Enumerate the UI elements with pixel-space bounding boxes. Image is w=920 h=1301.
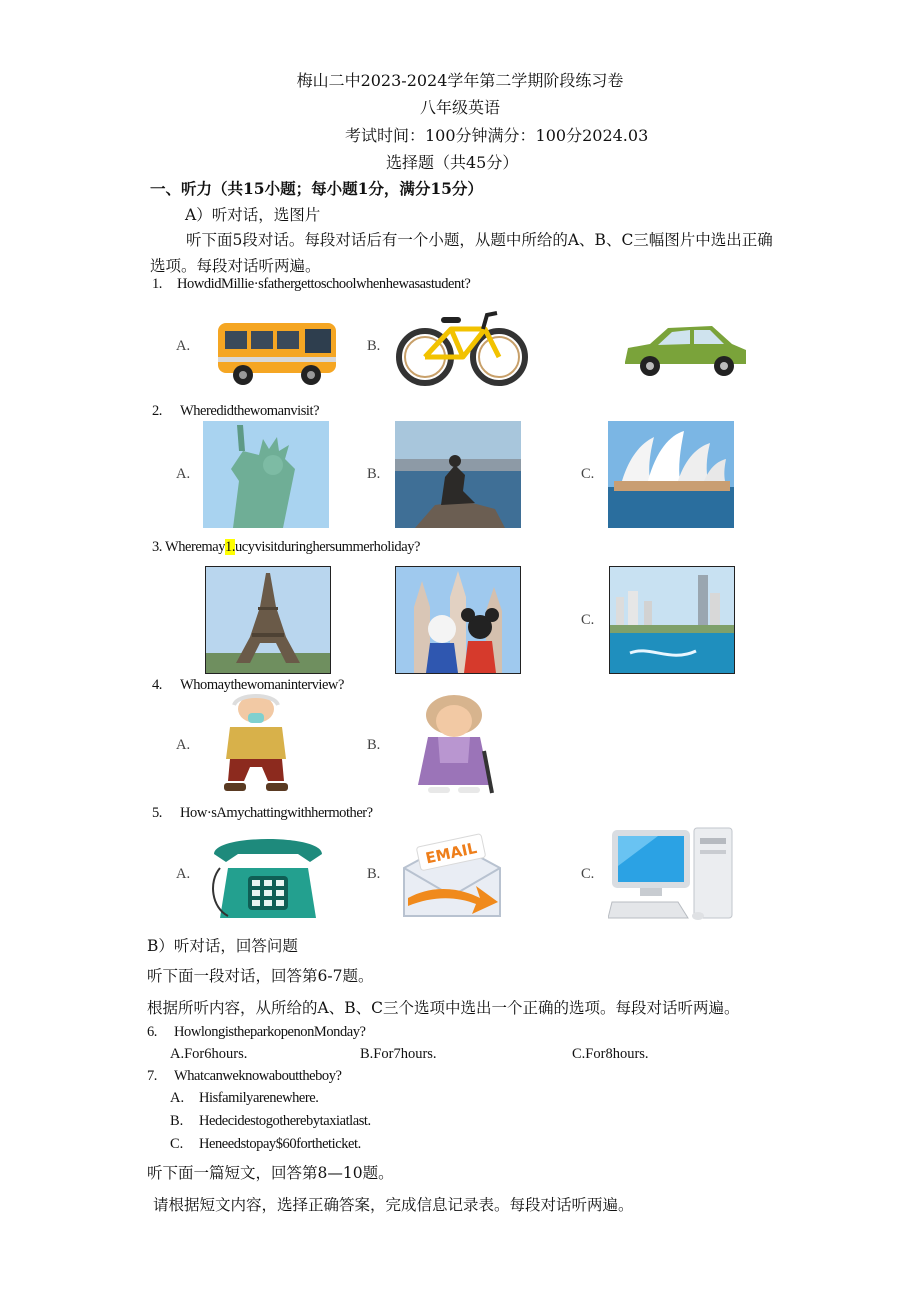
section-b-title: B）听对话，回答问题 xyxy=(147,937,298,955)
disneyland-icon xyxy=(395,566,521,674)
question-number: 4. xyxy=(152,677,162,693)
old-woman-icon xyxy=(398,693,516,797)
question-number: 5. xyxy=(152,805,162,821)
eiffel-tower-icon xyxy=(205,566,331,674)
exam-info: 考试时间：100分钟满分：100分2024.03 xyxy=(345,126,649,145)
question-number: 3. xyxy=(152,539,162,555)
option-letter: C. xyxy=(581,866,595,882)
option-letter: A. xyxy=(176,466,191,482)
grade-subject: 八年级英语 xyxy=(419,98,500,117)
svg-text:EMAIL: EMAIL xyxy=(423,838,479,868)
instructions-line-2: 选项。每段对话听两遍。 xyxy=(150,257,321,275)
option-letter: A. xyxy=(176,866,191,882)
option-letter: B. xyxy=(367,466,381,482)
option-letter: A. xyxy=(176,737,191,753)
coastal-city-icon xyxy=(609,566,735,674)
answer-option: B.For7hours. xyxy=(360,1046,437,1062)
option-letter: C. xyxy=(581,612,595,628)
section-a-title: A）听对话，选图片 xyxy=(185,206,321,224)
answer-option: Hedecidestogotherebytaxiatlast. xyxy=(199,1113,371,1129)
option-letter: B. xyxy=(367,737,381,753)
highlight-mark: 1. xyxy=(225,539,235,555)
exam-title: 梅山二中2023-2024学年第二学期阶段练习卷 xyxy=(296,71,624,90)
option-letter: B. xyxy=(367,866,381,882)
section-b-line-4: 请根据短文内容，选择正确答案，完成信息记录表。每段对话听两遍。 xyxy=(153,1196,634,1214)
question-text: Wheredidthewomanvisit? xyxy=(180,403,320,419)
question-text: HowlongistheparkopenonMonday? xyxy=(174,1024,366,1040)
question-text: Wheremay1.ucyvisitduringhersummerholiday? xyxy=(165,539,420,555)
bicycle-icon xyxy=(393,305,531,387)
option-letter: C. xyxy=(581,466,595,482)
telephone-icon xyxy=(206,828,330,922)
section-listening-title: 一、听力（共15小题；每小题1分，满分15分） xyxy=(150,179,483,198)
answer-option: Heneedstopay$60fortheticket. xyxy=(199,1136,361,1152)
question-text: How·sAmychattingwithhermother? xyxy=(180,805,373,821)
sydney-opera-house-icon xyxy=(608,421,734,528)
option-letter: B. xyxy=(367,338,381,354)
answer-option-letter: B. xyxy=(170,1113,184,1129)
answer-option-letter: C. xyxy=(170,1136,184,1152)
part-title: 选择题（共45分） xyxy=(386,153,519,172)
question-text: Whatcanweknowabouttheboy? xyxy=(174,1068,342,1084)
instructions-line-1: 听下面5段对话。每段对话后有一个小题，从题中所给的A、B、C三幅图片中选出正确 xyxy=(186,231,773,249)
car-icon xyxy=(620,320,750,380)
question-number: 2. xyxy=(152,403,162,419)
section-b-line-3: 听下面一篇短文，回答第8—10题。 xyxy=(147,1164,394,1182)
option-letter: A. xyxy=(176,338,191,354)
question-number: 7. xyxy=(147,1068,157,1084)
bus-icon xyxy=(213,313,343,389)
question-number: 6. xyxy=(147,1024,157,1040)
answer-option: C.For8hours. xyxy=(572,1046,649,1062)
computer-icon xyxy=(608,826,734,924)
answer-option: Hisfamilyarenewhere. xyxy=(199,1090,319,1106)
little-mermaid-icon xyxy=(395,421,521,528)
question-text: Whomaythewomaninterview? xyxy=(180,677,344,693)
question-number: 1. xyxy=(152,276,162,292)
old-man-icon xyxy=(210,693,302,797)
email-icon xyxy=(398,828,506,922)
answer-option: A.For6hours. xyxy=(170,1046,248,1062)
section-b-line-1: 听下面一段对话，回答第6-7题。 xyxy=(147,967,374,985)
section-b-line-2: 根据所听内容，从所给的A、B、C三个选项中选出一个正确的选项。每段对话听两遍。 xyxy=(147,999,740,1017)
statue-of-liberty-icon xyxy=(203,421,329,528)
answer-option-letter: A. xyxy=(170,1090,185,1106)
question-text: HowdidMillie·sfathergettoschoolwhenhewasastudent? xyxy=(177,276,471,292)
